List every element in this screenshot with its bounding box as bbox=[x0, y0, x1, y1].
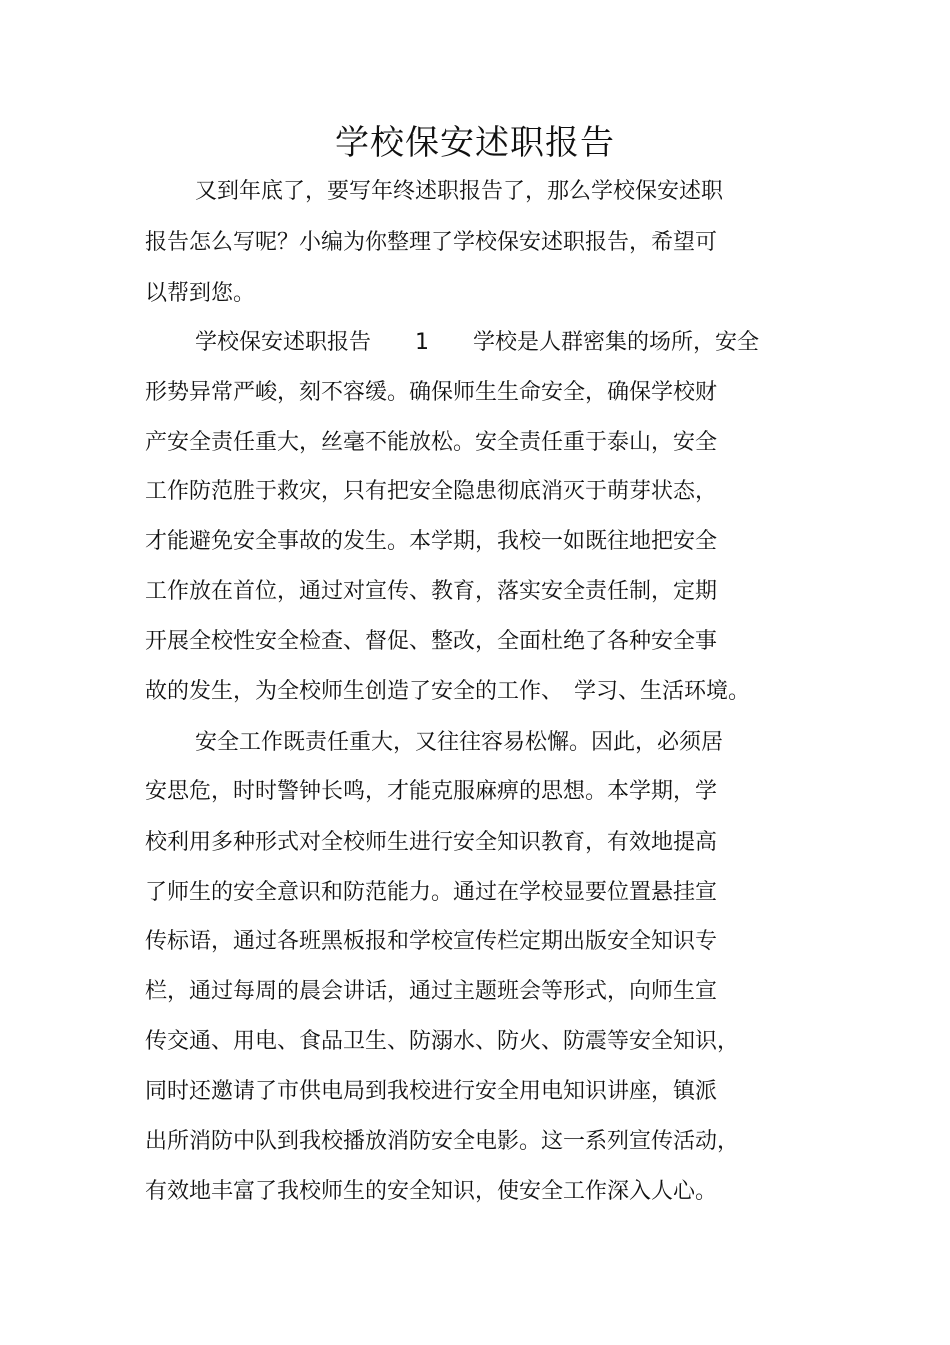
paragraph-line: 产安全责任重大，丝毫不能放松。安全责任重于泰山，安全 bbox=[145, 430, 718, 455]
paragraph-line: 工作防范胜于救灾，只有把安全隐患彻底消灭于萌芽状态， bbox=[145, 479, 718, 504]
paragraph-line: 故的发生，为全校师生创造了安全的工作、 学习、生活环境。 bbox=[145, 679, 751, 704]
paragraph-line: 安全工作既责任重大，又往往容易松懈。因此，必须居 bbox=[195, 730, 724, 755]
paragraph-line: 栏，通过每周的晨会讲话，通过主题班会等形式，向师生宣 bbox=[145, 979, 718, 1004]
paragraph-line: 以帮到您。 bbox=[145, 281, 256, 306]
paragraph-line: 安思危，时时警钟长鸣，才能克服麻痹的思想。本学期，学 bbox=[145, 779, 718, 804]
paragraph-line: 报告怎么写呢？小编为你整理了学校保安述职报告，希望可 bbox=[145, 230, 718, 255]
paragraph-line: 又到年底了，要写年终述职报告了，那么学校保安述职 bbox=[195, 179, 724, 204]
paragraph-line: 传交通、用电、食品卫生、防溺水、防火、防震等安全知识， bbox=[145, 1029, 740, 1054]
paragraph-line: 学校保安述职报告 1 学校是人群密集的场所，安全 bbox=[195, 330, 759, 355]
paragraph-line: 传标语，通过各班黑板报和学校宣传栏定期出版安全知识专 bbox=[145, 929, 718, 954]
paragraph-line: 校利用多种形式对全校师生进行安全知识教育，有效地提高 bbox=[145, 830, 718, 855]
paragraph-line: 形势异常严峻，刻不容缓。确保师生生命安全，确保学校财 bbox=[145, 380, 718, 405]
paragraph-line: 有效地丰富了我校师生的安全知识，使安全工作深入人心。 bbox=[145, 1179, 718, 1204]
document-title: 学校保安述职报告 bbox=[335, 123, 615, 163]
paragraph-line: 了师生的安全意识和防范能力。通过在学校显要位置悬挂宣 bbox=[145, 880, 718, 905]
paragraph-line: 开展全校性安全检查、督促、整改，全面杜绝了各种安全事 bbox=[145, 629, 718, 654]
paragraph-line: 出所消防中队到我校播放消防安全电影。这一系列宣传活动， bbox=[145, 1129, 740, 1154]
paragraph-line: 工作放在首位，通过对宣传、教育，落实安全责任制，定期 bbox=[145, 579, 718, 604]
paragraph-line: 才能避免安全事故的发生。本学期，我校一如既往地把安全 bbox=[145, 529, 718, 554]
paragraph-line: 同时还邀请了市供电局到我校进行安全用电知识讲座，镇派 bbox=[145, 1079, 718, 1104]
